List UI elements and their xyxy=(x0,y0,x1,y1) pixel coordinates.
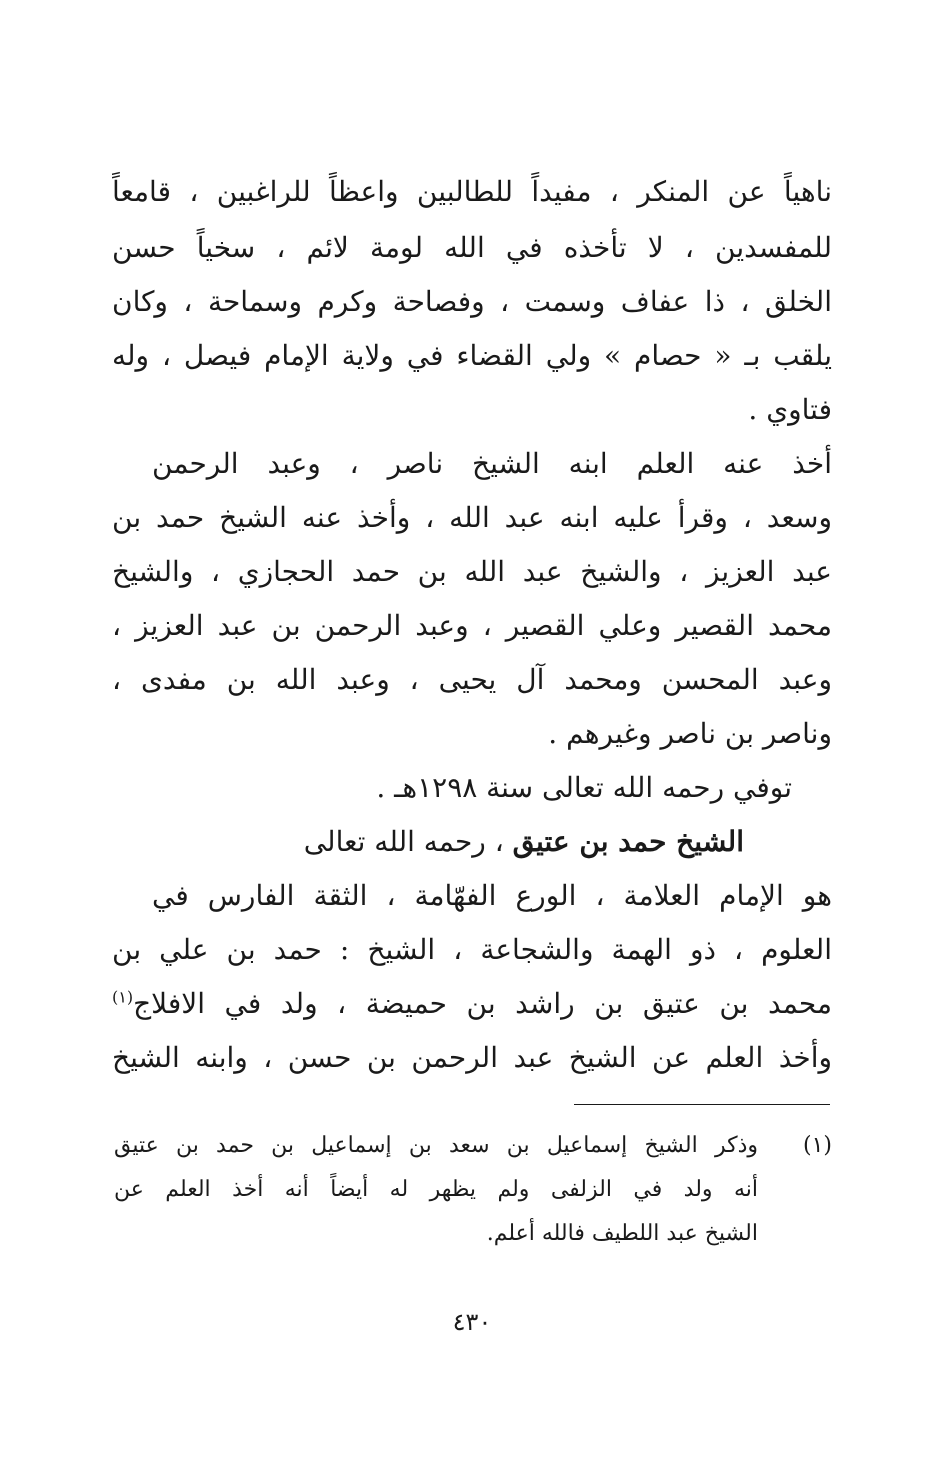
body-line: للمفسدين ، لا تأخذه في الله لومة لائم ، سخياً حسن xyxy=(112,231,832,264)
page-number: ٤٣٠ xyxy=(452,1308,492,1336)
footnote-number: (١) xyxy=(802,1133,832,1158)
body-line: ناهياً عن المنكر ، مفيداً للطالبين واعظاً للراغبين ، قامعاً xyxy=(112,175,832,208)
body-line: محمد القصير وعلي القصير ، وعبد الرحمن بن عبد العزيز ، xyxy=(112,609,832,642)
body-line: هو الإمام العلامة ، الورع الفهّامة ، الثقة الفارس في xyxy=(152,879,832,912)
body-line: عبد العزيز ، والشيخ عبد الله بن حمد الحجازي ، والشيخ xyxy=(112,555,832,588)
body-line: أخذ عنه العلم ابنه الشيخ ناصر ، وعبد الرحمن xyxy=(152,447,832,480)
body-line: الخلق ، ذا عفاف وسمت ، وفصاحة وكرم وسماحة ، وكان xyxy=(112,285,832,318)
body-line: العلوم ، ذو الهمة والشجاعة ، الشيخ : حمد بن علي بن xyxy=(112,933,832,966)
section-heading xyxy=(304,814,744,870)
footnote-reference[interactable]: (١) xyxy=(112,987,134,1007)
body-line xyxy=(112,976,832,1032)
heading-name: الشيخ حمد بن عتيق xyxy=(512,825,744,858)
body-line: يلقب بـ « حصام » ولي القضاء في ولاية الإمام فيصل ، وله xyxy=(112,339,832,372)
body-line: توفي رحمه الله تعالى سنة ١٢٩٨هـ . xyxy=(376,771,792,804)
body-line: وسعد ، وقرأ عليه ابنه عبد الله ، وأخذ عنه الشيخ حمد بن xyxy=(112,501,832,534)
body-line: وعبد المحسن ومحمد آل يحيى ، وعبد الله بن مفدى ، xyxy=(112,663,832,696)
footnote-divider xyxy=(574,1104,830,1105)
footnote-line: أنه ولد في الزلفى ولم يظهر له أيضاً أنه أخذ العلم عن xyxy=(114,1177,758,1202)
footnote-line: وذكر الشيخ إسماعيل بن سعد بن إسماعيل بن حمد بن عتيق xyxy=(114,1133,758,1158)
body-line: وأخذ العلم عن الشيخ عبد الرحمن بن حسن ، وابنه الشيخ xyxy=(112,1041,832,1074)
footnote-line: الشيخ عبد اللطيف فالله أعلم. xyxy=(486,1221,758,1246)
body-line: فتاوي . xyxy=(748,393,832,426)
body-line-text: محمد بن عتيق بن راشد بن حميضة ، ولد في الافلاج xyxy=(133,987,832,1020)
heading-suffix: ، رحمه الله تعالى xyxy=(303,825,504,858)
body-line: وناصر بن ناصر وغيرهم . xyxy=(548,717,832,750)
